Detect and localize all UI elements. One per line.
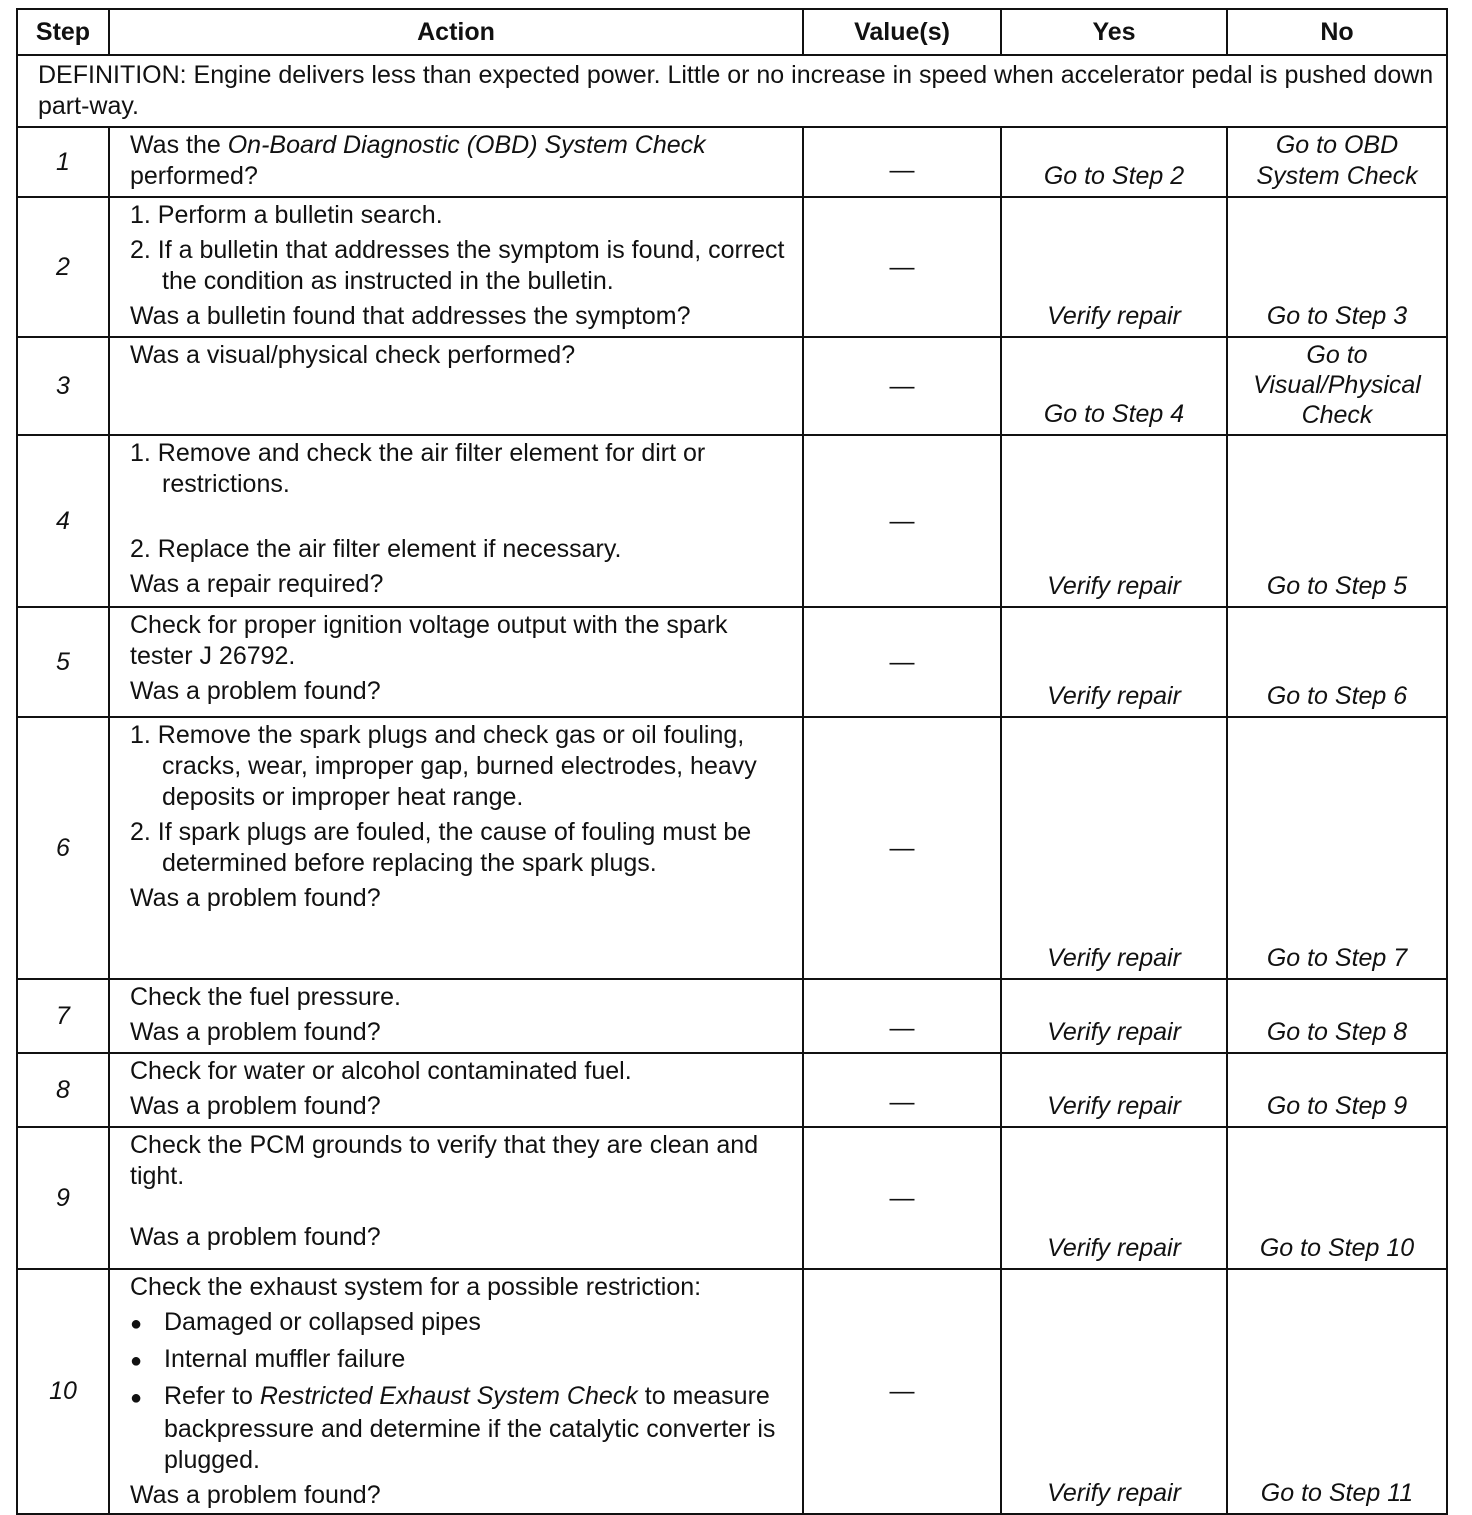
value-dash: — xyxy=(889,252,915,281)
action-cell xyxy=(109,1269,803,1514)
action-cell xyxy=(109,979,803,1053)
bullet-text: Damaged or collapsed pipes xyxy=(164,1308,481,1336)
value-cell xyxy=(803,337,1001,435)
action-cell xyxy=(109,435,803,607)
action-text-end: performed? xyxy=(130,162,258,190)
header-values: Value(s) xyxy=(803,9,1001,55)
table-row xyxy=(17,337,1447,435)
step-number: 4 xyxy=(17,435,109,607)
action-cell xyxy=(109,127,803,197)
step-number: 10 xyxy=(17,1269,109,1514)
action-item: 1. Perform a bulletin search. xyxy=(130,201,443,229)
step-number: 2 xyxy=(17,197,109,337)
yes-cell: Verify repair xyxy=(1001,197,1227,337)
action-question: Was a problem found? xyxy=(130,1223,381,1251)
yes-cell: Go to Step 2 xyxy=(1001,127,1227,197)
value-cell xyxy=(803,197,1001,337)
action-question: Was a visual/physical check performed? xyxy=(130,341,576,369)
action-cell xyxy=(109,1127,803,1269)
value-dash: — xyxy=(889,371,915,400)
step-number: 5 xyxy=(17,607,109,717)
yes-cell: Verify repair xyxy=(1001,1053,1227,1127)
bullet-item xyxy=(130,1381,794,1476)
step-number: 3 xyxy=(17,337,109,435)
action-item: 2. If a bulletin that addresses the symptom is found, correct the condition as instructed in the bulletin. xyxy=(130,236,785,295)
value-dash: — xyxy=(889,1377,915,1405)
value-dash: — xyxy=(889,1183,915,1212)
diagnostic-table xyxy=(16,8,1448,1515)
value-cell xyxy=(803,607,1001,717)
no-cell: Go to Step 11 xyxy=(1227,1269,1447,1514)
no-cell: Go to OBD System Check xyxy=(1227,127,1447,197)
yes-cell: Verify repair xyxy=(1001,607,1227,717)
value-cell xyxy=(803,435,1001,607)
table-row xyxy=(17,1053,1447,1127)
action-cell xyxy=(109,197,803,337)
table-row xyxy=(17,197,1447,337)
no-cell: Go to Step 10 xyxy=(1227,1127,1447,1269)
table-row xyxy=(17,717,1447,979)
step-number: 8 xyxy=(17,1053,109,1127)
action-text: Was the xyxy=(130,131,228,159)
value-cell xyxy=(803,127,1001,197)
value-dash: — xyxy=(889,833,915,862)
action-text: Check for water or alcohol contaminated fuel. xyxy=(130,1057,632,1085)
no-cell: Go to Step 7 xyxy=(1227,717,1447,979)
table-row xyxy=(17,1269,1447,1514)
step-number: 6 xyxy=(17,717,109,979)
yes-cell: Verify repair xyxy=(1001,717,1227,979)
bullet-text-end: to measure backpressure and determine if the catalytic converter is plugged. xyxy=(164,1382,776,1474)
no-cell: Go to Step 6 xyxy=(1227,607,1447,717)
action-question: Was a bulletin found that addresses the symptom? xyxy=(130,302,691,330)
value-cell xyxy=(803,979,1001,1053)
no-cell: Go to Step 3 xyxy=(1227,197,1447,337)
bullet-text: Refer to xyxy=(164,1382,260,1410)
value-cell xyxy=(803,1269,1001,1514)
bullet-item xyxy=(130,1344,794,1377)
action-item: 1. Remove and check the air filter element for dirt or restrictions. xyxy=(130,439,706,498)
yes-cell: Verify repair xyxy=(1001,1269,1227,1514)
table-row xyxy=(17,435,1447,607)
table-row xyxy=(17,127,1447,197)
action-text: Check the fuel pressure. xyxy=(130,983,401,1011)
value-dash: — xyxy=(889,1088,915,1116)
table-row xyxy=(17,979,1447,1053)
header-no: No xyxy=(1227,9,1447,55)
bullet-icon: ● xyxy=(130,1387,143,1409)
no-cell: Go to Step 5 xyxy=(1227,435,1447,607)
action-text: Check the PCM grounds to verify that they are clean and tight. xyxy=(130,1131,759,1190)
table-row xyxy=(17,607,1447,717)
definition-row xyxy=(17,55,1447,127)
spacer xyxy=(130,504,794,534)
yes-cell: Verify repair xyxy=(1001,1127,1227,1269)
value-cell xyxy=(803,717,1001,979)
no-cell: Go to Visual/Physical Check xyxy=(1227,337,1447,435)
bullet-item xyxy=(130,1307,794,1340)
action-cell xyxy=(109,717,803,979)
action-cell xyxy=(109,607,803,717)
action-question: Was a problem found? xyxy=(130,884,381,912)
value-cell xyxy=(803,1053,1001,1127)
bullet-text: Internal muffler failure xyxy=(164,1345,406,1373)
definition-text: DEFINITION: Engine delivers less than expected power. Little or no increase in speed when accelerator pedal is pushed down part-way. xyxy=(17,55,1447,127)
spacer xyxy=(130,1192,794,1222)
action-question: Was a problem found? xyxy=(130,1092,381,1120)
table-row xyxy=(17,1127,1447,1269)
yes-cell: Verify repair xyxy=(1001,979,1227,1053)
value-dash: — xyxy=(889,647,915,676)
yes-cell: Go to Step 4 xyxy=(1001,337,1227,435)
step-number: 1 xyxy=(17,127,109,197)
header-action: Action xyxy=(109,9,803,55)
header-row xyxy=(17,9,1447,55)
step-number: 7 xyxy=(17,979,109,1053)
action-cell xyxy=(109,337,803,435)
action-item: 1. Remove the spark plugs and check gas or oil fouling, cracks, wear, improper gap, burned electrodes, heavy deposits or improper heat range. xyxy=(130,721,757,811)
bullet-italic: Restricted Exhaust System Check xyxy=(259,1382,638,1410)
action-text: Check the exhaust system for a possible restriction: xyxy=(130,1273,702,1301)
bullet-icon: ● xyxy=(130,1350,143,1372)
action-cell xyxy=(109,1053,803,1127)
action-italic: On-Board Diagnostic (OBD) System Check xyxy=(227,131,706,159)
action-question: Was a problem found? xyxy=(130,1018,381,1046)
value-dash: — xyxy=(889,506,915,535)
action-item: 2. If spark plugs are fouled, the cause of fouling must be determined before replacing the spark plugs. xyxy=(130,818,752,877)
value-dash: — xyxy=(889,156,915,184)
no-cell: Go to Step 9 xyxy=(1227,1053,1447,1127)
bullet-icon: ● xyxy=(130,1313,143,1335)
action-text: Check for proper ignition voltage output with the spark tester J 26792. xyxy=(130,611,728,670)
no-cell: Go to Step 8 xyxy=(1227,979,1447,1053)
action-question: Was a problem found? xyxy=(130,677,381,705)
value-cell xyxy=(803,1127,1001,1269)
action-question: Was a problem found? xyxy=(130,1481,381,1509)
action-question: Was a repair required? xyxy=(130,570,384,598)
header-yes: Yes xyxy=(1001,9,1227,55)
header-step: Step xyxy=(17,9,109,55)
value-dash: — xyxy=(889,1014,915,1042)
yes-cell: Verify repair xyxy=(1001,435,1227,607)
step-number: 9 xyxy=(17,1127,109,1269)
action-item: 2. Replace the air filter element if necessary. xyxy=(130,535,622,563)
